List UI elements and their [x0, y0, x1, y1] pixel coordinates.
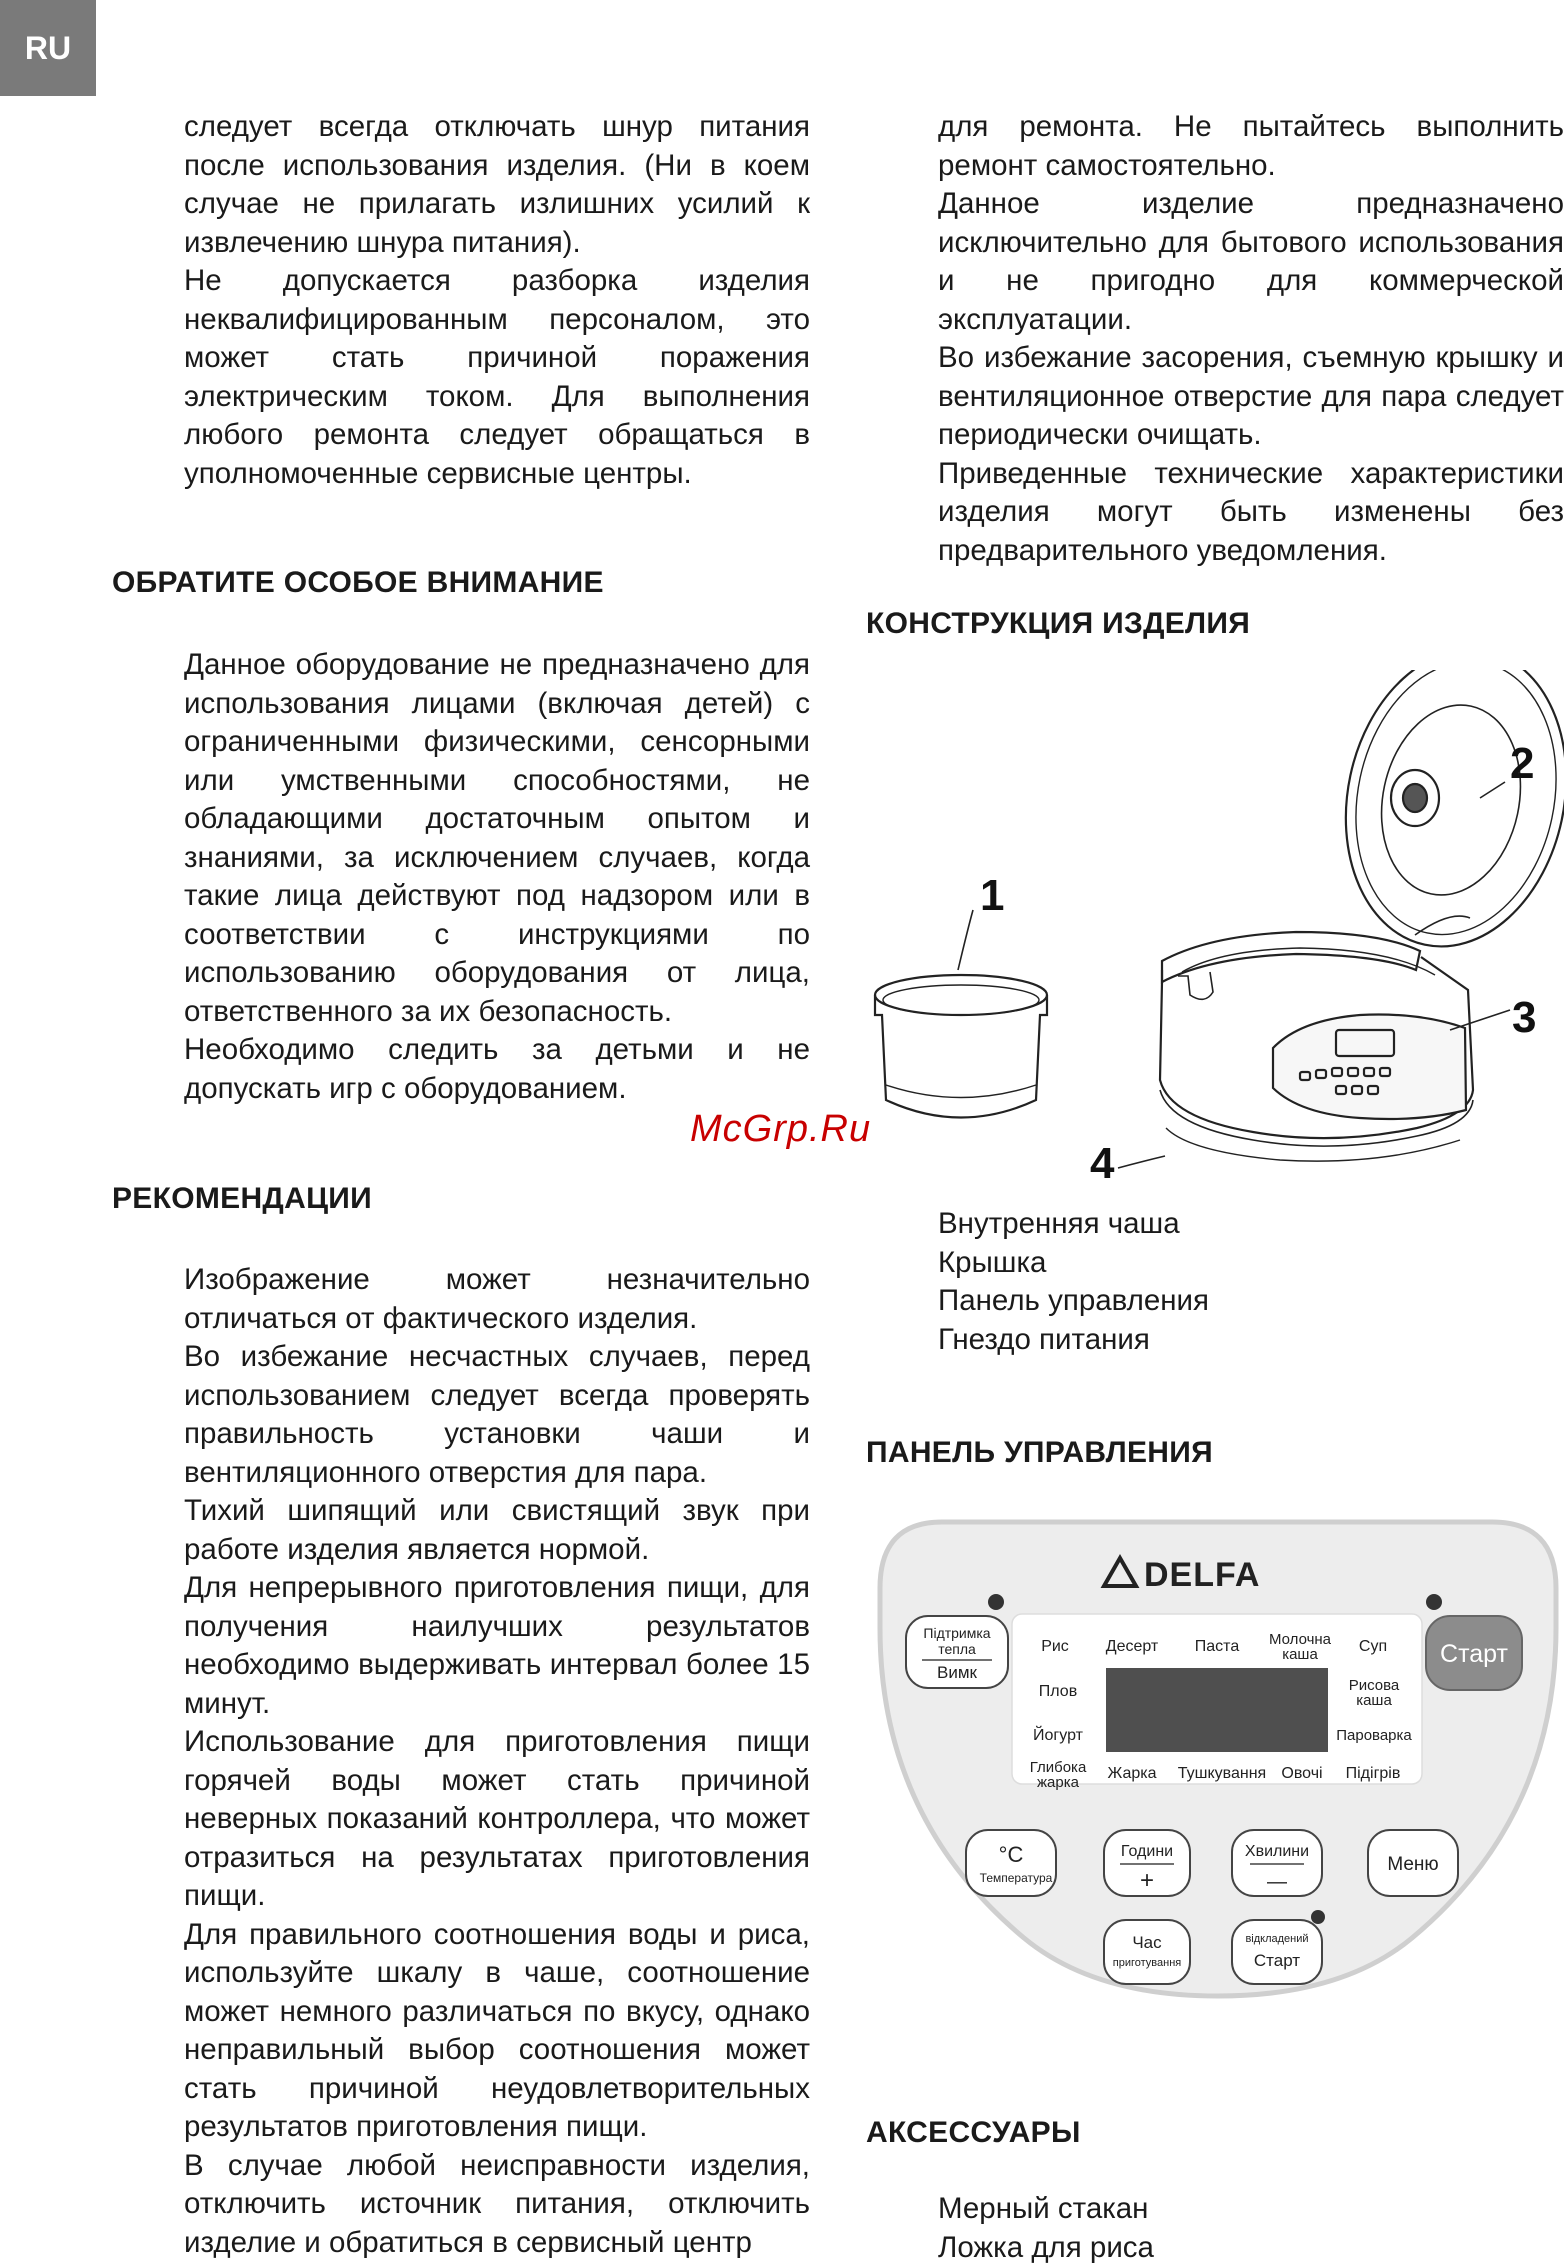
delayed-start-label: Старт	[1253, 1951, 1301, 1970]
mode-soup: Суп	[1358, 1638, 1388, 1655]
hours-plus-button[interactable]	[1104, 1830, 1190, 1896]
construction-heading: КОНСТРУКЦИЯ ИЗДЕЛИЯ	[866, 607, 1251, 640]
accessories-list	[938, 2190, 1154, 2267]
menu-button[interactable]	[1368, 1830, 1458, 1896]
mode-stew: Тушкування	[1177, 1765, 1267, 1782]
paragraph: следует всегда отключать шнур питания после использования изделия. (Ни в коем случае не прилагать излишних усилий к извлечению шнура питания).	[184, 110, 810, 259]
delayed-start-indicator	[1311, 1910, 1325, 1924]
minutes-minus-button[interactable]	[1232, 1830, 1322, 1896]
callout-4: 4	[1090, 1139, 1115, 1188]
paragraph: Данное изделие предназначено исключительно для бытового использования и не пригодно для коммерческой эксплуатации.	[938, 187, 1564, 336]
paragraph: Не допускается разборка изделия неквалифицированным персоналом, это может стать причиной поражения электрическим током. Для выполнения любого ремонта следует обращаться в уполномоченные сервисные центры.	[184, 264, 810, 490]
cook-time-button[interactable]	[1104, 1920, 1190, 1984]
control-panel-heading: ПАНЕЛЬ УПРАВЛЕНИЯ	[866, 1436, 1213, 1469]
mode-milk-porridge: каша	[1282, 1646, 1318, 1663]
paragraph: Для правильного соотношения воды и риса, используйте шкалу в чаше, соотношение может немного различаться по вкусу, однако неправильный выбор соотношения может стать причиной неудовлетворительных результатов приготовления пищи.	[184, 1917, 810, 2143]
mode-deep-fry: Глибока	[1029, 1759, 1087, 1776]
mode-pilaf: Плов	[1038, 1683, 1078, 1700]
left-column-intro	[184, 108, 810, 493]
mode-yogurt: Йогурт	[1033, 1727, 1083, 1744]
paragraph: Необходимо следить за детьми и не допускать игр с оборудованием.	[184, 1033, 810, 1105]
keep-warm-indicator	[988, 1594, 1004, 1610]
mode-fry: Жарка	[1107, 1765, 1157, 1782]
paragraph: для ремонта. Не пытайтесь выполнить ремонт самостоятельно.	[938, 110, 1564, 182]
callout-3: 3	[1512, 993, 1537, 1042]
list-item: Панель управления	[938, 1284, 1210, 1317]
recommendations-heading: РЕКОМЕНДАЦИИ	[112, 1182, 373, 1215]
mode-milk-porridge: Молочна	[1268, 1631, 1332, 1648]
list-item: Крышка	[938, 1245, 1047, 1279]
hours-label: Години	[1120, 1843, 1174, 1860]
language-badge: RU	[0, 0, 96, 96]
paragraph: Использование для приготовления пищи горячей воды может стать причиной неверных показаний контроллера, что может отразиться на результатах приготовления пищи.	[184, 1725, 810, 1912]
paragraph: Тихий шипящий или свистящий звук при работе изделия является нормой.	[184, 1494, 810, 1566]
minutes-label: Хвилини	[1244, 1843, 1310, 1860]
paragraph: Изображение может незначительно отличаться от фактического изделия.	[184, 1263, 810, 1335]
lid-drawing	[1319, 670, 1564, 967]
celsius-label: °C	[998, 1842, 1024, 1867]
parts-list	[938, 1205, 1209, 1359]
mode-pasta: Паста	[1194, 1638, 1240, 1655]
mode-vegetables: Овочі	[1281, 1765, 1323, 1782]
list-item: Ложка для риса	[938, 2230, 1154, 2264]
start-label: Старт	[1440, 1640, 1508, 1668]
attention-heading: ОБРАТИТЕ ОСОБОЕ ВНИМАНИЕ	[112, 566, 604, 599]
paragraph: Данное оборудование не предназначено для использования лицами (включая детей) с ограниченными физическими, сенсорными или умственными способностями, не обладающими достаточным опытом и знаниями, за исключением случаев, когда такие лица действуют под надзором или в соответствии с инструкциями по использованию оборудования от лица, ответственного за их безопасность.	[184, 648, 810, 1028]
temperature-button[interactable]	[966, 1830, 1056, 1896]
inner-bowl-drawing	[875, 975, 1047, 1118]
mode-deep-fry: жарка	[1037, 1774, 1079, 1791]
cook-time-label: Час	[1132, 1933, 1162, 1952]
menu-label: Меню	[1387, 1854, 1439, 1875]
mode-rice-porridge: каша	[1356, 1692, 1392, 1709]
keep-warm-label: Підтримка	[923, 1625, 991, 1641]
temperature-label: Температура	[979, 1871, 1053, 1885]
paragraph: В случае любой неисправности изделия, отключить источник питания, отключить изделие и обратиться в сервисный центр	[184, 2148, 810, 2259]
paragraph: Во избежание засорения, съемную крышку и вентиляционное отверстие для пара следует периодически очищать.	[938, 341, 1564, 451]
keep-warm-off-button[interactable]	[906, 1616, 1008, 1688]
paragraph: Приведенные технические характеристики изделия могут быть изменены без предварительного уведомления.	[938, 456, 1564, 567]
brand-name: DELFA	[1144, 1556, 1261, 1594]
cooker-body-drawing	[1160, 916, 1473, 1161]
control-panel-drawing	[872, 1518, 1564, 2018]
delayed-label: відкладений	[1245, 1933, 1309, 1945]
list-item: Гнездо питания	[938, 1322, 1150, 1356]
start-indicator	[1426, 1594, 1442, 1610]
off-label: Вимк	[937, 1663, 977, 1682]
start-button[interactable]	[1426, 1616, 1522, 1690]
list-item: Внутренняя чаша	[938, 1207, 1180, 1240]
callout-1: 1	[980, 871, 1005, 920]
watermark: McGrp.Ru	[690, 1108, 872, 1150]
mode-rice-porridge: Рисова	[1348, 1677, 1400, 1694]
list-item: Мерный стакан	[938, 2192, 1149, 2225]
delayed-start-button[interactable]	[1232, 1920, 1322, 1984]
lcd-display	[1106, 1668, 1328, 1752]
mode-rice: Рис	[1041, 1638, 1069, 1655]
paragraph: Для непрерывного приготовления пищи, для получения наилучших результатов необходимо выдерживать интервал более 15 минут.	[184, 1571, 810, 1720]
product-illustration	[860, 670, 1564, 1230]
attention-section	[184, 646, 810, 1108]
mode-steam: Пароварка	[1336, 1727, 1412, 1744]
cook-time-sublabel: приготування	[1112, 1957, 1182, 1969]
mode-dessert: Десерт	[1105, 1638, 1159, 1655]
keep-warm-label: тепла	[938, 1641, 976, 1657]
recommendations-section	[184, 1261, 810, 2262]
accessories-heading: АКСЕССУАРЫ	[866, 2116, 1081, 2149]
callout-2: 2	[1510, 739, 1535, 788]
plus-icon: +	[1139, 1867, 1155, 1894]
mode-reheat: Підігрів	[1345, 1765, 1401, 1782]
minus-icon: —	[1267, 1871, 1287, 1893]
right-column-intro	[938, 108, 1564, 570]
paragraph: Во избежание несчастных случаев, перед использованием следует всегда проверять правильность установки чаши и вентиляционного отверстия для пара.	[184, 1340, 810, 1489]
